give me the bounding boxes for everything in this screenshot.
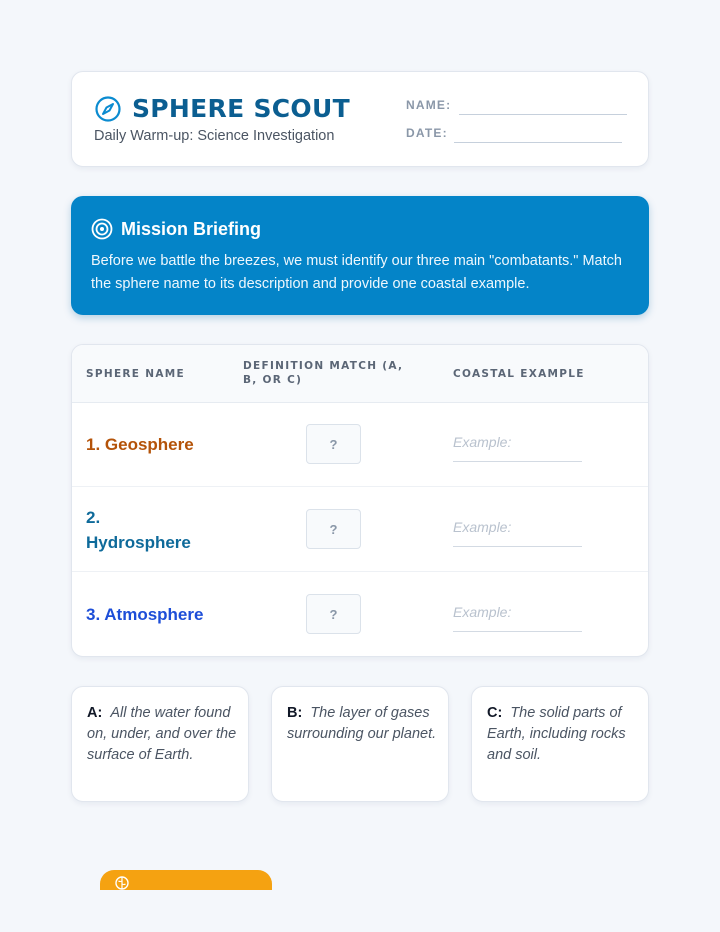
sphere-name-geosphere: 1. Geosphere: [86, 435, 194, 454]
bottom-section-tab: [100, 870, 272, 890]
definition-letter-a: A:: [87, 705, 103, 721]
brain-icon: [115, 876, 129, 890]
example-input-atmosphere[interactable]: Example:: [453, 604, 582, 632]
brand: [94, 94, 350, 123]
sphere-matching-table: [71, 344, 649, 657]
definition-text-b: The layer of gases surrounding our planet.: [287, 705, 437, 742]
definition-card-c: [471, 686, 649, 802]
row-divider: [72, 486, 648, 487]
definition-letter-b: B:: [287, 705, 303, 721]
match-input-geosphere[interactable]: ?: [306, 424, 361, 464]
name-field[interactable]: [459, 114, 627, 115]
worksheet-title: SPHERE SCOUT: [132, 94, 350, 123]
sphere-name-atmosphere: 3. Atmosphere: [86, 605, 204, 624]
match-input-hydrosphere[interactable]: ?: [306, 509, 361, 549]
mission-title: Mission Briefing: [121, 218, 262, 239]
column-header-coastal-example: COASTAL EXAMPLE: [453, 368, 585, 380]
name-label: NAME:: [406, 98, 452, 112]
mission-text: Before we battle the breezes, we must identify our three main "combatants." Match the sphere name to its description and provide one coastal example.: [91, 253, 622, 292]
row-divider: [72, 571, 648, 572]
worksheet-subtitle: Daily Warm-up: Science Investigation: [94, 128, 335, 144]
mission-heading: [91, 218, 261, 240]
match-input-atmosphere[interactable]: ?: [306, 594, 361, 634]
target-icon: [91, 218, 113, 240]
definition-card-b: [271, 686, 449, 802]
column-header-definition-match: DEFINITION MATCH (A, B, OR C): [243, 360, 404, 386]
sphere-name-hydrosphere: 2. Hydrosphere: [86, 508, 191, 552]
definition-card-a: [71, 686, 249, 802]
date-field[interactable]: [454, 142, 622, 143]
definition-text-a: All the water found on, under, and over the surface of Earth.: [87, 705, 237, 763]
example-input-hydrosphere[interactable]: Example:: [453, 519, 582, 547]
definition-text-c: The solid parts of Earth, including rocks and soil.: [487, 705, 626, 763]
mission-briefing: [71, 196, 649, 315]
table-header: [72, 345, 648, 403]
compass-icon: [94, 95, 122, 123]
date-label: DATE:: [406, 126, 448, 140]
column-header-sphere-name: SPHERE NAME: [86, 368, 185, 380]
definition-letter-c: C:: [487, 705, 503, 721]
worksheet-header: [71, 71, 649, 167]
example-input-geosphere[interactable]: Example:: [453, 434, 582, 462]
